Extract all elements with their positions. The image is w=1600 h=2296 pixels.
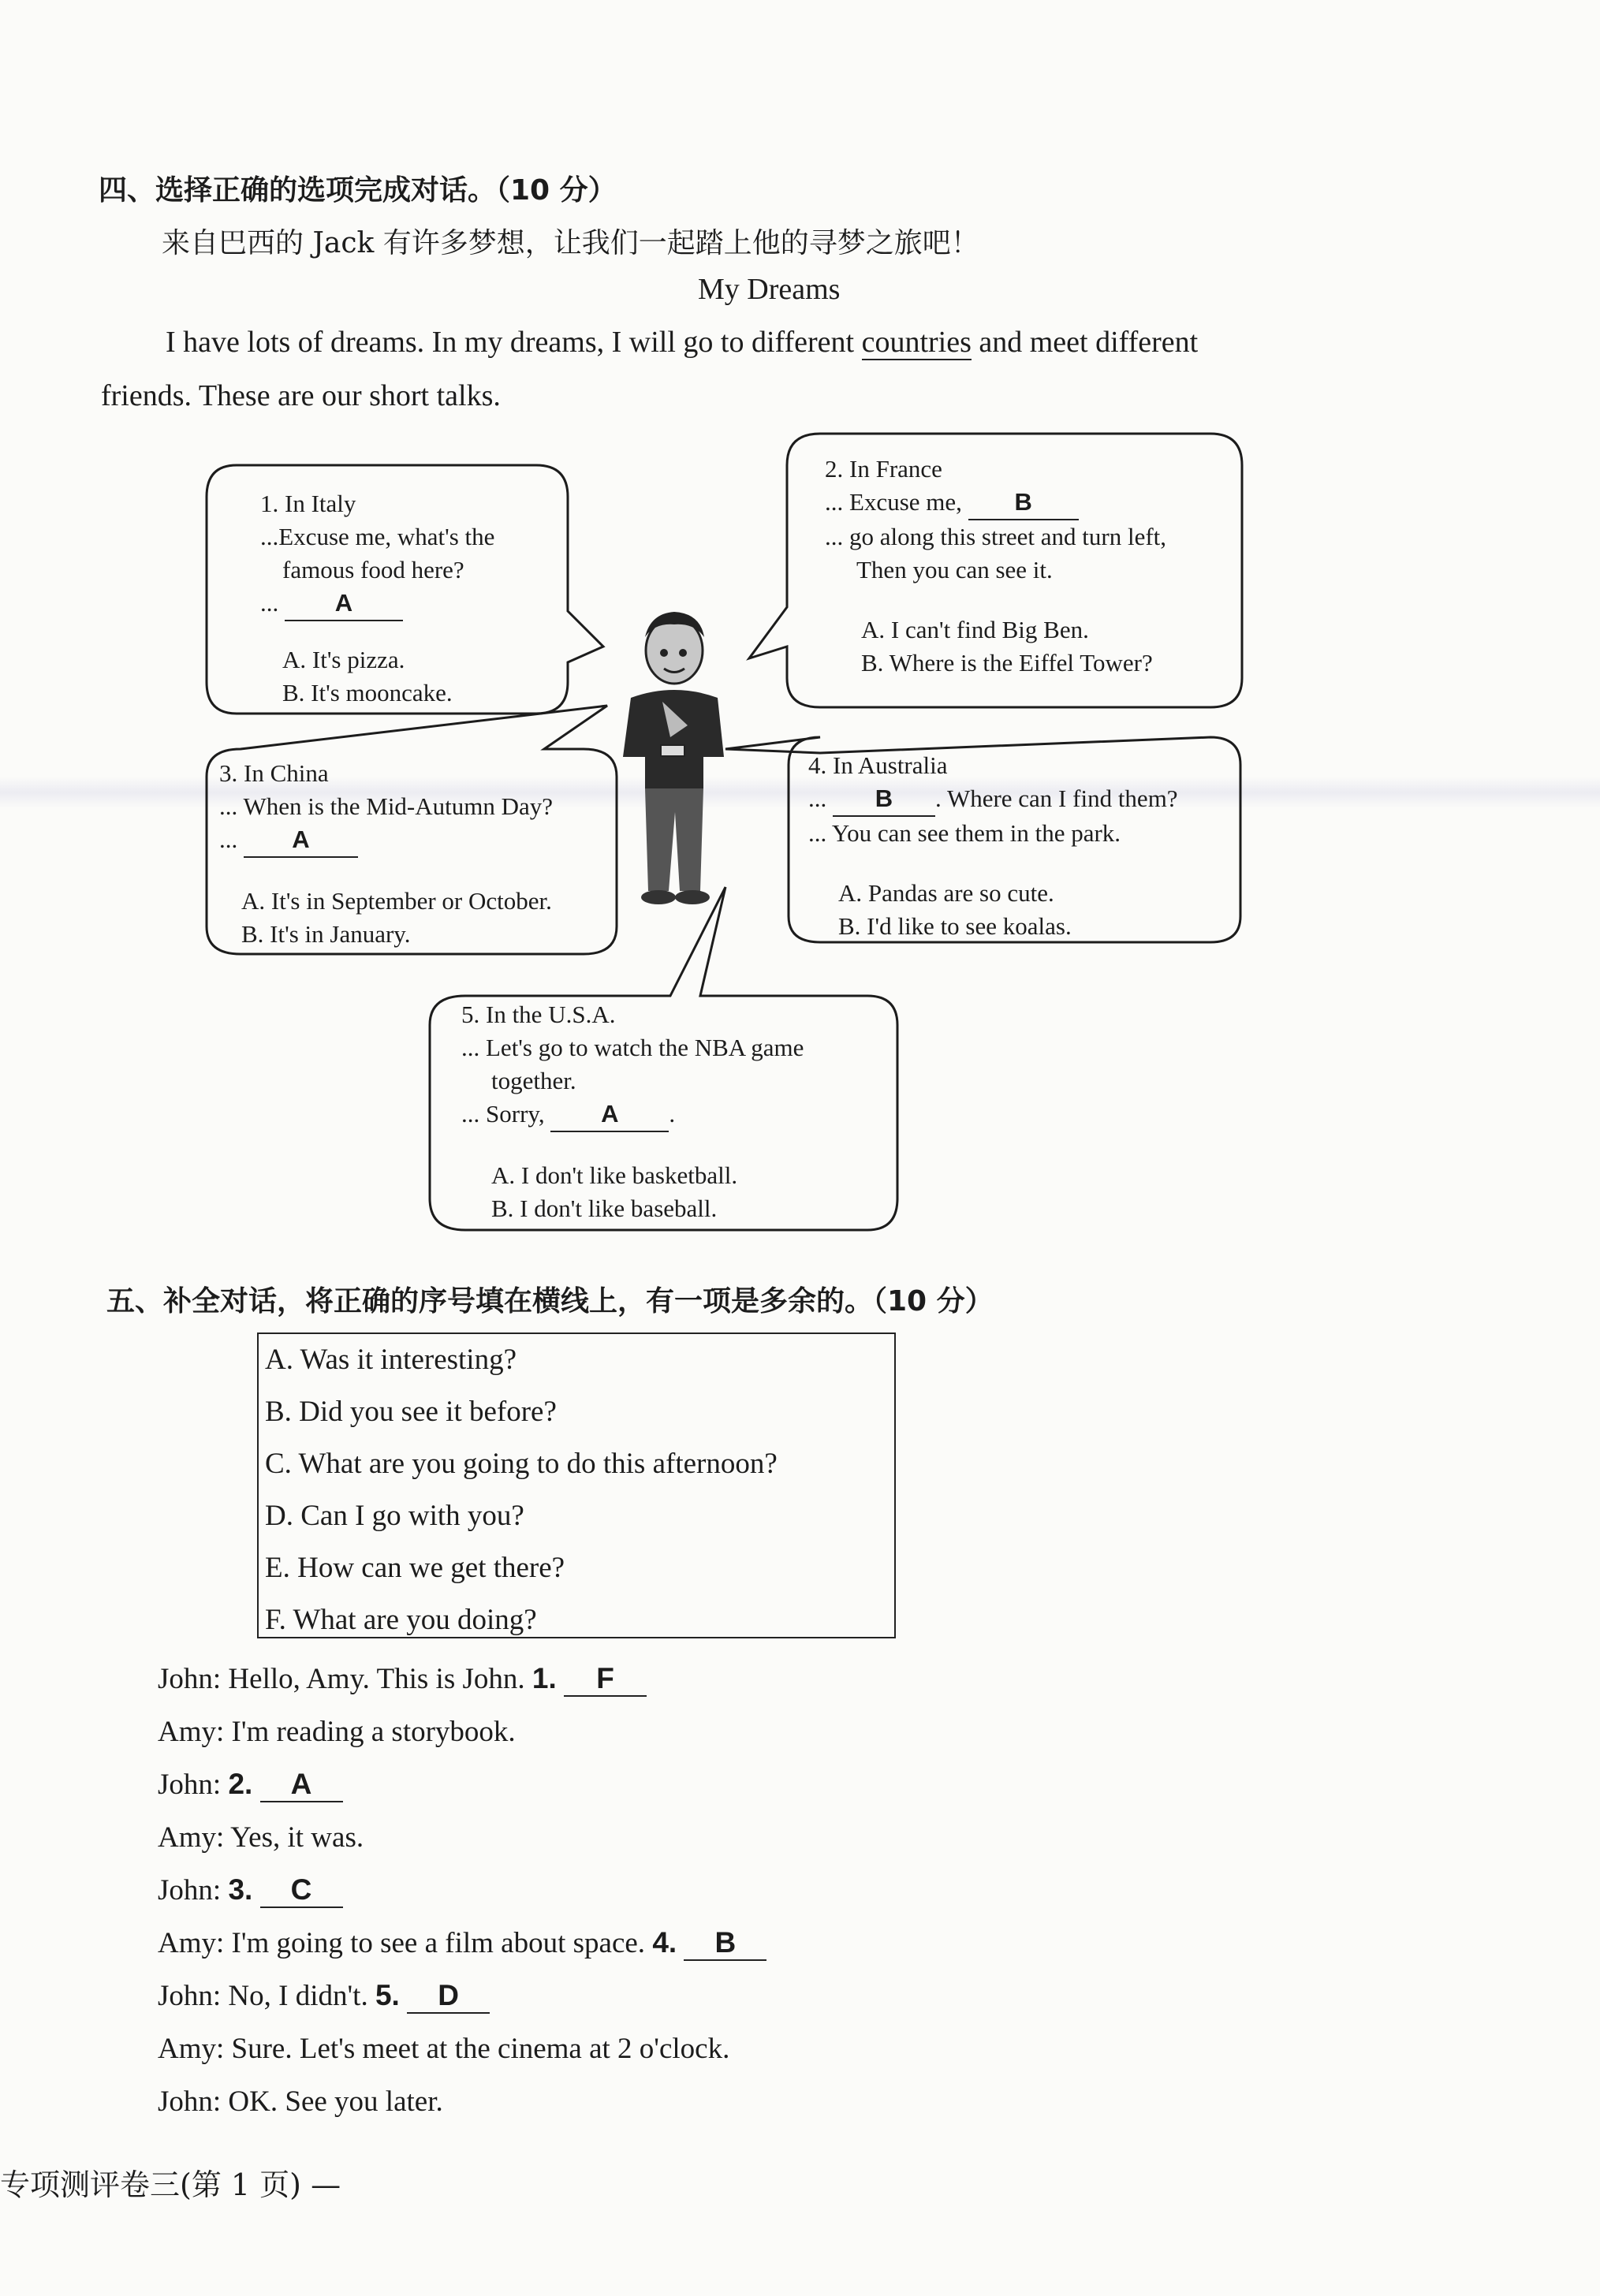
option-c: C. What are you going to do this afternoon? bbox=[265, 1448, 778, 1480]
answer-blank-5: A bbox=[550, 1098, 669, 1132]
option-b: B. Did you see it before? bbox=[265, 1396, 557, 1428]
dialogue-line-4: Amy: Yes, it was. bbox=[158, 1821, 364, 1854]
options-box bbox=[257, 1332, 896, 1638]
dialogue-line-9: John: OK. See you later. bbox=[158, 2085, 443, 2118]
dialogue-line-6: Amy: I'm going to see a film about space. 4. B bbox=[158, 1926, 766, 1979]
bubble-5-text: 5. In the U.S.A. ... Let's go to watch the NBA game together. ... Sorry, A . A. I don't like basketball. B. I don't like baseball. bbox=[461, 1001, 804, 1222]
dialogue-blank-2: A bbox=[260, 1768, 343, 1802]
answer-blank-1: A bbox=[285, 587, 403, 621]
dialogue-line-3: John: 2. A bbox=[158, 1768, 766, 1821]
answer-blank-4: B bbox=[833, 782, 935, 817]
dialogue-line-2: Amy: I'm reading a storybook. bbox=[158, 1716, 516, 1748]
bubble-2-text: 2. In France ... Excuse me, B ... go along this street and turn left, Then you can see it. A. I can't find Big Ben. B. Where is the Eiffel Tower? bbox=[825, 455, 1167, 676]
section4-heading: 四、选择正确的选项完成对话。（10 分） bbox=[99, 174, 617, 207]
dialogue bbox=[158, 1662, 766, 2138]
dialogue-blank-1: F bbox=[564, 1662, 647, 1697]
option-e: E. How can we get there? bbox=[265, 1552, 565, 1584]
dialogue-line-1: John: Hello, Amy. This is John. 1. F bbox=[158, 1662, 766, 1715]
dialogue-blank-4: B bbox=[684, 1926, 766, 1961]
story-title: My Dreams bbox=[698, 273, 841, 306]
dialogue-line-7: John: No, I didn't. 5. D bbox=[158, 1979, 766, 2032]
option-a: A. Was it interesting? bbox=[265, 1344, 517, 1376]
answer-blank-3: A bbox=[244, 823, 358, 858]
answer-blank-2: B bbox=[968, 486, 1079, 520]
section5-heading: 五、补全对话，将正确的序号填在横线上，有一项是多余的。（10 分） bbox=[106, 1285, 994, 1318]
dialogue-blank-3: C bbox=[260, 1873, 343, 1908]
bubble-1-text: 1. In Italy ...Excuse me, what's the famous food here? ... A A. It's pizza. B. It's mooncake. bbox=[260, 490, 495, 706]
page-footer: 专项测评卷三(第 1 页) — bbox=[0, 2167, 341, 2202]
option-d: D. Can I go with you? bbox=[265, 1500, 524, 1532]
dialogue-line-8: Amy: Sure. Let's meet at the cinema at 2 o'clock. bbox=[158, 2033, 730, 2065]
bubble-3-text: 3. In China ... When is the Mid-Autumn Day? ... A A. It's in September or October. B. It's in January. bbox=[219, 759, 554, 948]
dialogue-line-5: John: 3. C bbox=[158, 1873, 766, 1926]
underlined-word: countries bbox=[861, 326, 972, 359]
section4-intro: 来自巴西的 Jack 有许多梦想，让我们一起踏上他的寻梦之旅吧！ bbox=[162, 227, 979, 259]
boy-figure bbox=[623, 612, 724, 904]
story-para-line2: friends. These are our short talks. bbox=[101, 379, 501, 412]
bubble-4-text: 4. In Australia ... B . Where can I find them? ... You can see them in the park. A. Pandas are so cute. B. I'd like to see koalas. bbox=[808, 751, 1178, 940]
story-para-line1: I have lots of dreams. In my dreams, I will go to different countries and meet different bbox=[166, 326, 1199, 359]
option-f: F. What are you doing? bbox=[265, 1604, 537, 1636]
dialogue-blank-5: D bbox=[407, 1979, 490, 2014]
